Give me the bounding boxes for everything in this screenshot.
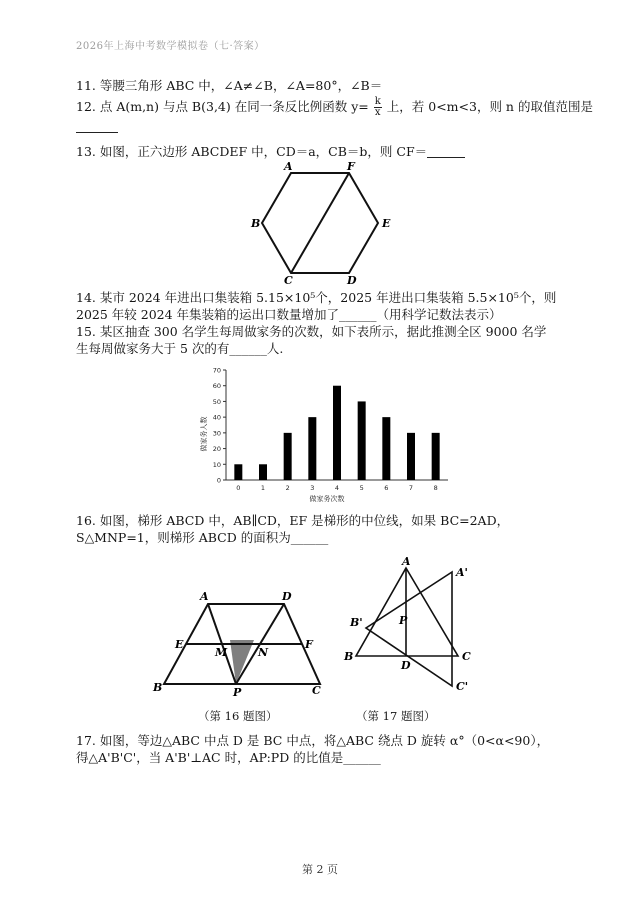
rotated-triangles-figure [340,556,490,700]
answer-blank-12 [76,132,118,133]
chart-bar [382,417,390,480]
chart-x-tick-label: 8 [433,484,438,492]
tri-label-p: P [399,614,408,627]
chart-bar [407,433,415,480]
answer-blank-13 [427,145,465,158]
chart-x-tick-label: 0 [236,484,241,492]
trap-label-m: M [215,646,228,659]
chart-y-tick-label: 20 [212,445,221,454]
chart-y-tick-label: 60 [212,382,221,391]
question-11: 11. 等腰三角形 ABC 中，∠A≠∠B，∠A=80°，∠B＝ [76,78,383,93]
trap-label-n: N [258,646,269,659]
chart-y-axis-label: 做家务人数 [200,416,208,452]
triangle-abc [356,568,458,656]
tri-label-c: C [462,650,471,663]
page-number: 第 2 页 [302,863,338,876]
bar-chart [196,362,458,504]
chart-bar [234,464,242,480]
trap-label-b: B [153,681,163,694]
chart-x-tick-label: 4 [334,484,340,492]
page-header: 2026年上海中考数学模拟卷（七·答案） [76,41,265,52]
fraction-denominator: x [374,107,381,118]
chart-bar [432,433,440,480]
trap-label-a: A [200,590,209,603]
question-13 [76,143,465,160]
caption-figure-17: （第 17 题图） [356,709,436,723]
hexagon-label-e: E [382,217,391,230]
question-12 [76,97,593,118]
question-12-text-a: 12. 点 A(m,n) 与点 B(3,4) 在同一条反比例函数 y= [76,99,369,114]
hexagon-label-f: F [347,160,355,173]
chart-y-tick-label: 10 [212,460,221,469]
tri-label-d: D [401,659,411,672]
chart-bar [308,417,316,480]
trap-label-f: F [305,638,313,651]
question-12-text-b: 上，若 0<m<3，则 n 的取值范围是 [386,99,593,114]
chart-y-tick-label: 30 [212,429,221,438]
question-16: 16. 如图，梯形 ABCD 中，AB∥CD，EF 是梯形的中位线，如果 BC=2AD，S△MNP=1，则梯形 ABCD 的面积为______ [76,513,510,545]
diagonal-cf [291,173,349,273]
chart-x-tick-label: 1 [260,484,266,492]
tri-label-c-prime: C' [456,680,469,693]
trap-label-e: E [175,638,184,651]
hexagon-label-a: A [284,160,293,173]
chart-bar [284,433,292,480]
chart-x-tick-label: 6 [384,484,389,492]
chart-y-tick-label: 50 [212,397,221,406]
question-15: 15. 某区抽查 300 名学生每周做家务的次数，如下表所示，据此推测全区 9000 名学生每周做家务大于 5 次的有______人. [76,324,547,356]
chart-bar [358,401,366,480]
tri-label-a: A [402,556,411,568]
chart-x-tick-label: 5 [359,484,364,492]
chart-x-tick-label: 7 [408,484,414,492]
tri-label-b: B [344,650,354,663]
hexagon-label-b: B [251,217,261,230]
trapezoid-figure [148,588,330,700]
chart-plot-area [213,367,448,493]
trap-label-c: C [312,684,321,697]
chart-x-axis-label: 做家务次数 [309,495,345,503]
question-13-text: 13. 如图，正六边形 ABCDEF 中，CD＝a，CB＝b，则 CF＝ [76,144,428,159]
chart-y-tick-label: 0 [216,476,221,485]
chart-y-tick-label: 70 [212,366,221,375]
chart-bar [259,464,267,480]
hexagon-label-c: C [284,274,293,287]
question-14: 14. 某市 2024 年进出口集装箱 5.15×10⁵个，2025 年进出口集装箱 5.5×10⁵个，则 2025 年较 2024 年集装箱的运出口数量增加了______（用科学记数法表示） [76,290,557,322]
tri-label-b-prime: B' [350,616,363,629]
fraction-numerator: k [374,96,381,107]
trap-label-d: D [282,590,292,603]
trap-label-p: P [233,686,242,699]
chart-y-tick-label: 40 [212,413,221,422]
fraction-k-over-x [374,97,382,118]
question-17: 17. 如图，等边△ABC 中点 D 是 BC 中点，将△ABC 绕点 D 旋转 α°（0<α<90），得△A'B'C'，当 A'B'⊥AC 时，AP:PD 的比值是______ [76,733,550,765]
hexagon-label-d: D [347,274,357,287]
tri-label-a-prime: A' [456,566,468,579]
caption-figure-16: （第 16 题图） [198,709,278,723]
chart-x-tick-label: 2 [285,484,290,492]
chart-x-tick-label: 3 [310,484,315,492]
hexagon-figure [240,160,410,288]
chart-bar [333,386,341,480]
